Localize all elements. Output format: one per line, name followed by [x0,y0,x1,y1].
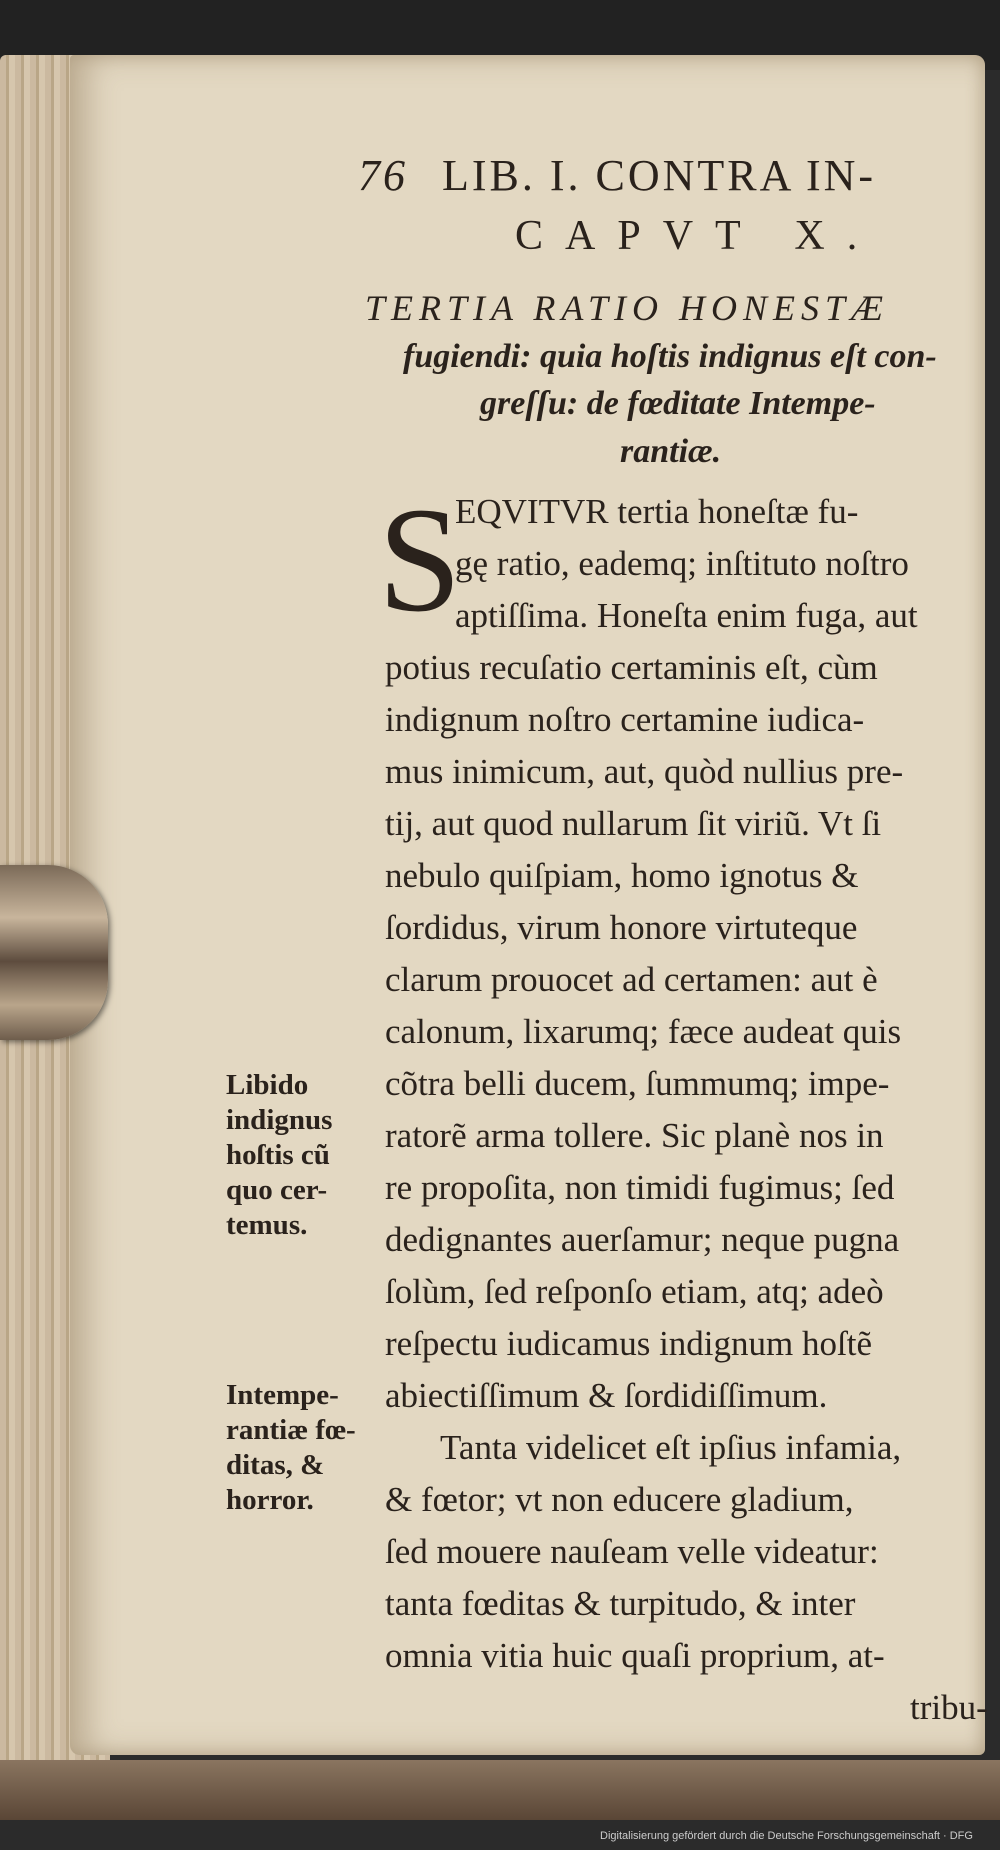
body-line: mus inimicum, aut, quòd nullius pre- [385,752,904,791]
body-line: reſpectu iudicamus indignum hoſtẽ [385,1324,872,1363]
margin-note-line: indignus [226,1104,333,1136]
margin-note-line: rantiæ fœ- [226,1414,356,1446]
margin-note-2 [226,1378,356,1518]
digitization-footer: Digitalisierung gefördert durch die Deutsche Forschungsgemeinschaft · DFG [600,1830,973,1842]
body-line: dedignantes auerſamur; neque pugna [385,1220,900,1259]
drop-capital: S [378,477,462,643]
body-line: aptiſſima. Honeſta enim fuga, aut [455,596,918,635]
body-line: clarum prouocet ad certamen: aut è [385,960,878,999]
running-title: LIB. I. CONTRA IN- [442,151,877,200]
page-number: 76 [358,151,408,200]
title-line-4: rantiæ. [620,433,722,470]
body-line: nebulo quiſpiam, homo ignotus & [385,856,859,895]
book-binding [0,1760,1000,1820]
title-line-2: fugiendi: quia hoſtis indignus eſt con- [403,338,937,375]
body-line: & fœtor; vt non educere gladium, [385,1480,854,1519]
margin-note-line: ditas, & [226,1449,325,1481]
margin-note-1 [226,1068,332,1243]
title-line-1: TERTIA RATIO HONESTÆ [365,288,890,328]
body-line: ſed mouere nauſeam velle videatur: [385,1532,879,1571]
body-line: tij, aut quod nullarum ſit viriũ. Vt ſi [385,804,882,843]
running-header [358,150,876,201]
title-line-3: greſſu: de fœditate Intempe- [480,385,876,422]
body-line: gę ratio, eademq; inſtituto noſtro [455,544,909,583]
body-line: tribu- [910,1688,988,1727]
margin-note-line: Libido [226,1069,309,1101]
clasp-tab [0,865,108,1040]
body-line: cõtra belli ducem, ſummumq; impe- [385,1064,890,1103]
margin-note-line: quo cer- [226,1174,328,1206]
body-line: re propoſita, non timidi fugimus; ſed [385,1168,895,1207]
margin-note-line: Intempe- [226,1379,339,1411]
body-line: EQVITVR tertia honeſtæ fu- [455,492,859,531]
chapter-heading: CAPVT X. [515,213,880,259]
body-line: omnia vitia huic quaſi proprium, at- [385,1636,885,1675]
body-line: potius recuſatio certaminis eſt, cùm [385,648,878,687]
body-line: ſolùm, ſed reſponſo etiam, atq; adeò [385,1272,884,1311]
body-line: tanta fœditas & turpitudo, & inter [385,1584,856,1623]
body-line: abiectiſſimum & ſordidiſſimum. [385,1376,828,1415]
body-line: calonum, lixarumq; fæce audeat quis [385,1012,902,1051]
body-line: ratorẽ arma tollere. Sic planè nos in [385,1116,884,1155]
body-line: indignum noſtro certamine iudica- [385,700,865,739]
body-line: Tanta videlicet eſt ipſius infamia, [440,1428,902,1467]
body-line: ſordidus, virum honore virtuteque [385,908,858,947]
margin-note-line: hoſtis cũ [226,1139,330,1171]
margin-note-line: horror. [226,1484,314,1516]
margin-note-line: temus. [226,1209,308,1241]
